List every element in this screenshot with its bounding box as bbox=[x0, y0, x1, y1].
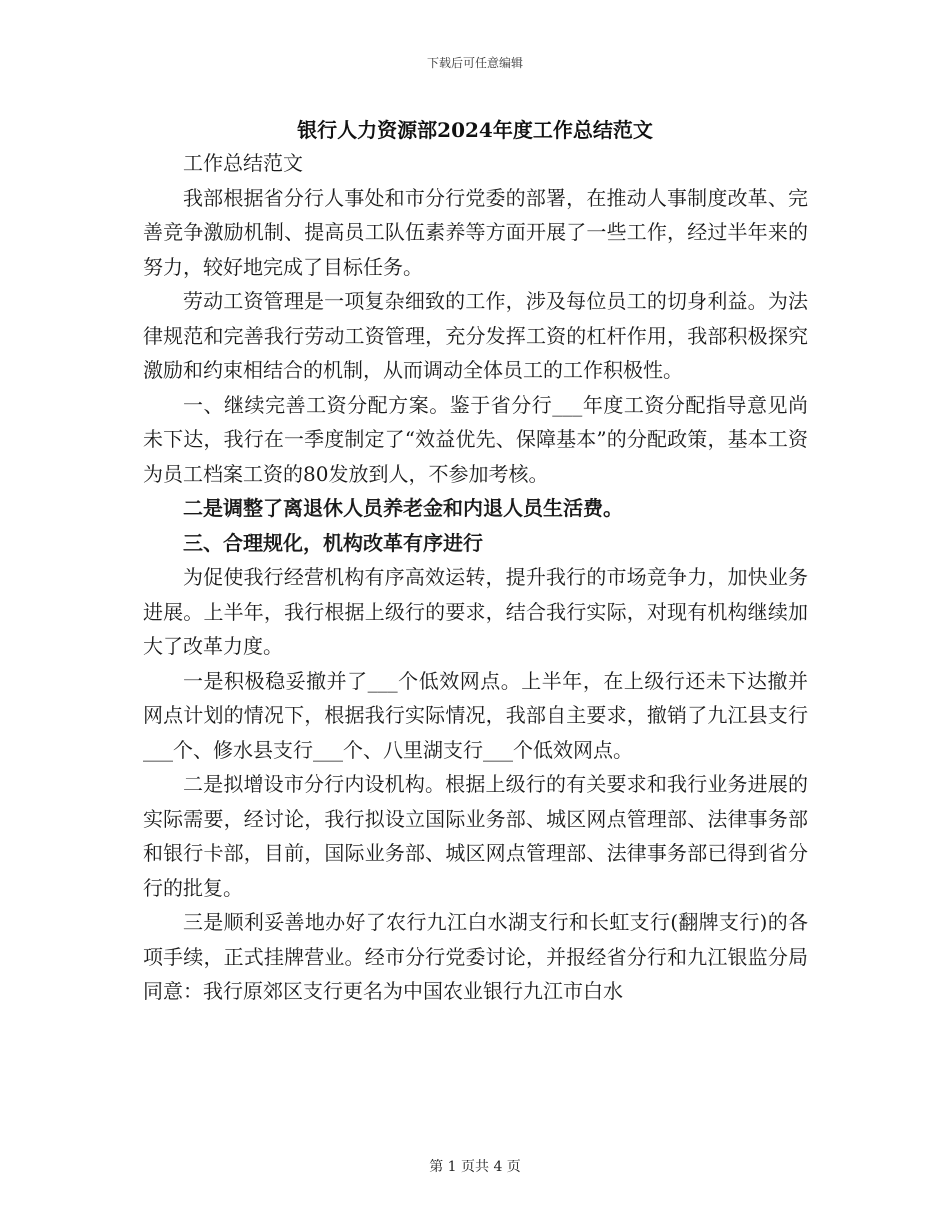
document-body bbox=[143, 146, 808, 1009]
paragraph: 二是拟增设市分行内设机构。根据上级行的有关要求和我行业务进展的实际需要，经讨论，我行拟设立国际业务部、城区网点管理部、法律事务部和银行卡部，目前，国际业务部、城区网点管理部、法律事务部已得到省分行的批复。 bbox=[143, 772, 808, 900]
paragraph-subtitle: 工作总结范文 bbox=[183, 151, 303, 175]
page-footer: 第 1 页共 4 页 bbox=[429, 1159, 521, 1175]
section-heading: 三、合理规化，机构改革有序进行 bbox=[183, 530, 483, 555]
paragraph: 为促使我行经营机构有序高效运转，提升我行的市场竞争力，加快业务进展。上半年，我行根据上级行的要求，结合我行实际，对现有机构继续加大了改革力度。 bbox=[143, 565, 808, 658]
paragraph: 一、继续完善工资分配方案。鉴于省分行___年度工资分配指导意见尚未下达，我行在一季度制定了“效益优先、保障基本”的分配政策，基本工资为员工档案工资的80发放到人，不参加考核。 bbox=[143, 392, 808, 486]
paragraph-bold-heading: 二是调整了离退休人员养老金和内退人员生活费。 bbox=[183, 496, 623, 520]
paragraph: 一是积极稳妥撤并了___个低效网点。上半年，在上级行还未下达撤并网点计划的情况下，根据我行实际情况，我部自主要求，撤销了九江县支行___个、修水县支行___个、八里湖支行___个低效网点。 bbox=[143, 668, 808, 762]
paragraph: 劳动工资管理是一项复杂细致的工作，涉及每位员工的切身利益。为法律规范和完善我行劳动工资管理，充分发挥工资的杠杆作用，我部积极探究激励和约束相结合的机制，从而调动全体员工的工作积极性。 bbox=[143, 289, 808, 382]
paragraph: 三是顺利妥善地办好了农行九江白水湖支行和长虹支行(翻牌支行)的各项手续，正式挂牌营业。经市分行党委讨论，并报经省分行和九江银监分局同意：我行原郊区支行更名为中国农业银行九江市白水 bbox=[143, 910, 808, 1003]
paragraph: 我部根据省分行人事处和市分行党委的部署，在推动人事制度改革、完善竞争激励机制、提高员工队伍素养等方面开展了一些工作，经过半年来的努力，较好地完成了目标任务。 bbox=[143, 185, 808, 279]
document-title: 银行人力资源部2024年度工作总结范文 bbox=[297, 118, 653, 142]
header-note: 下载后可任意编辑 bbox=[426, 56, 523, 70]
